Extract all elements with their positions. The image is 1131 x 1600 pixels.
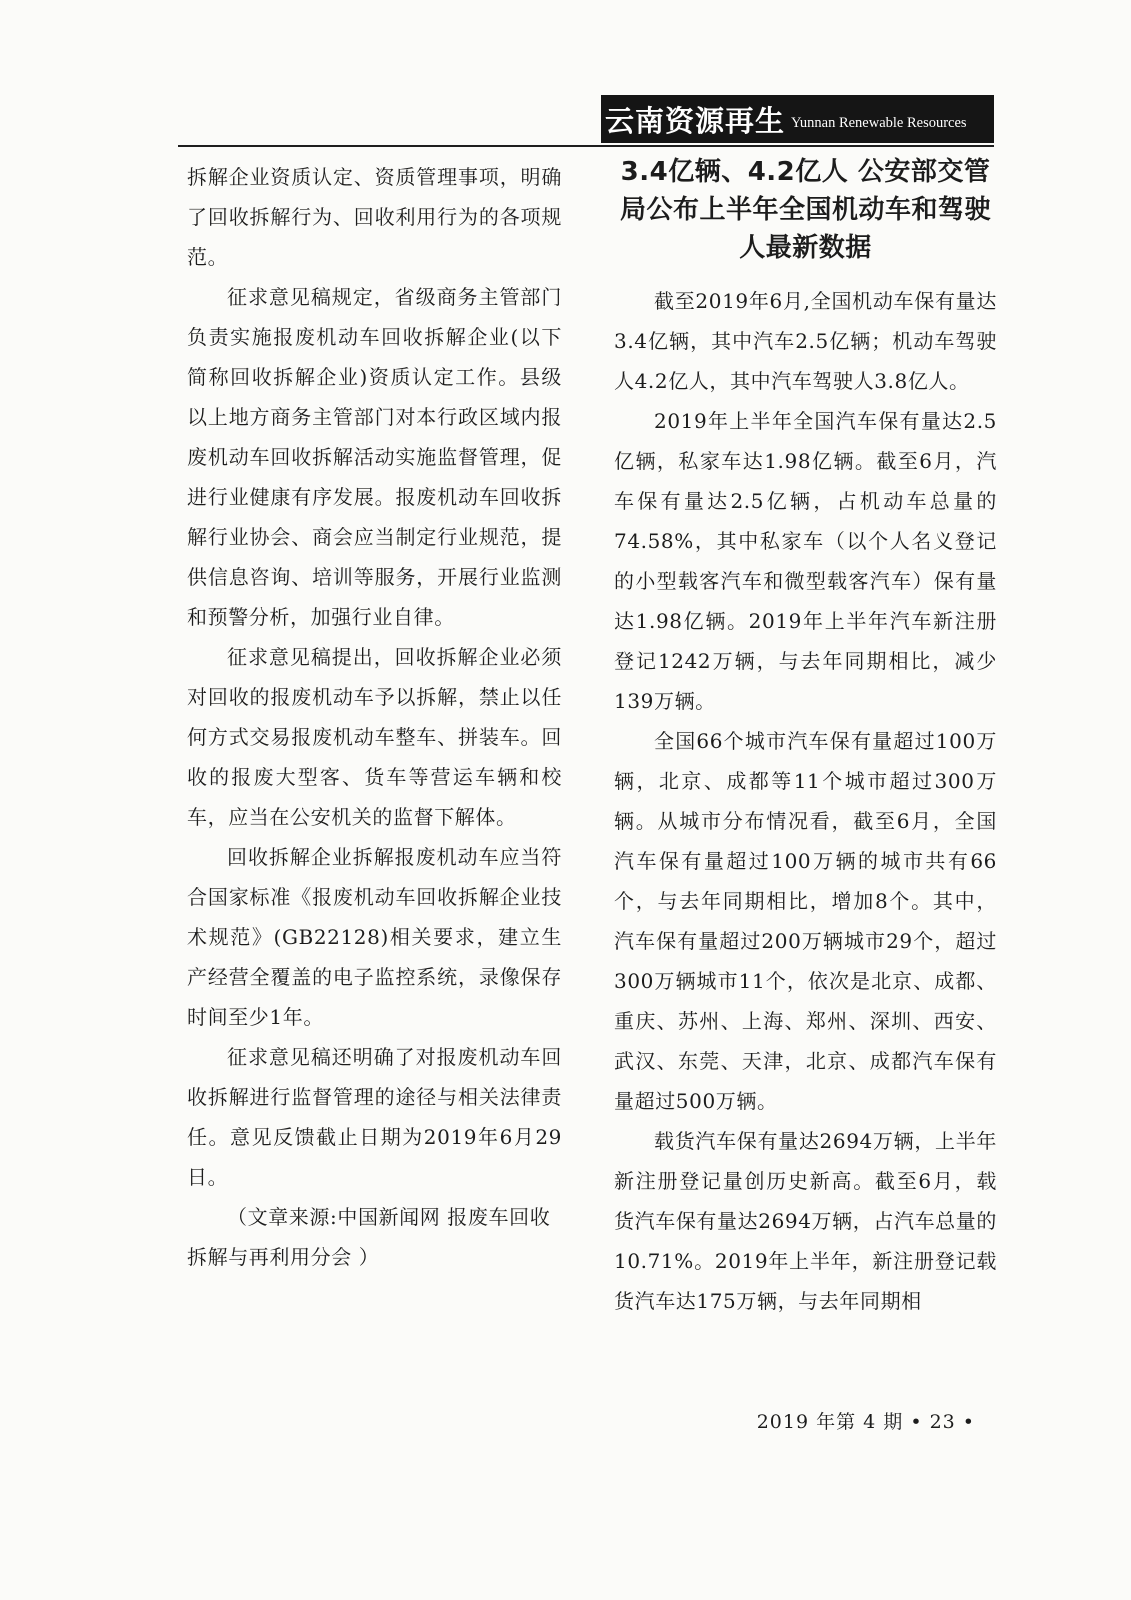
right-column [614, 153, 997, 1321]
right-paragraph-3: 全国66个城市汽车保有量超过100万辆，北京、成都等11个城市超过300万辆。从城市分布情况看，截至6月，全国汽车保有量超过100万辆的城市共有66个，与去年同期相比，增加8个。其中，汽车保有量超过200万辆城市29个，超过300万辆城市11个，依次是北京、成都、重庆、苏州、上海、郑州、深圳、西安、武汉、东莞、天津，北京、成都汽车保有量超过500万辆。 [614, 729, 997, 1113]
left-paragraph-2: 征求意见稿规定，省级商务主管部门负责实施报废机动车回收拆解企业(以下简称回收拆解企业)资质认定工作。县级以上地方商务主管部门对本行政区域内报废机动车回收拆解活动实施监督管理，促进行业健康有序发展。报废机动车回收拆解行业协会、商会应当制定行业规范，提供信息咨询、培训等服务，开展行业监测和预警分析，加强行业自律。 [187, 285, 562, 629]
article-title: 3.4亿辆、4.2亿人 公安部交管局公布上半年全国机动车和驾驶人最新数据 [619, 157, 991, 263]
right-paragraph-2: 2019年上半年全国汽车保有量达2.5亿辆，私家车达1.98亿辆。截至6月，汽车保有量达2.5亿辆，占机动车总量的74.58%，其中私家车（以个人名义登记的小型载客汽车和微型载客汽车）保有量达1.98亿辆。2019年上半年汽车新注册登记1242万辆，与去年同期相比，减少139万辆。 [614, 409, 997, 713]
article-source: （文章来源:中国新闻网 报废车回收拆解与再利用分会 ） [187, 1205, 551, 1269]
left-paragraph-4: 回收拆解企业拆解报废机动车应当符合国家标准《报废机动车回收拆解企业技术规范》(GB22128)相关要求，建立生产经营全覆盖的电子监控系统，录像保存时间至少1年。 [187, 845, 562, 1029]
left-paragraph-1: 拆解企业资质认定、资质管理事项，明确了回收拆解行为、回收利用行为的各项规范。 [187, 165, 562, 269]
journal-header-banner [601, 95, 994, 143]
right-paragraph-4: 载货汽车保有量达2694万辆，上半年新注册登记量创历史新高。截至6月，载货汽车保有量达2694万辆，占汽车总量的10.71%。2019年上半年，新注册登记载货汽车达175万辆，与去年同期相 [614, 1129, 997, 1313]
left-paragraph-5: 征求意见稿还明确了对报废机动车回收拆解进行监督管理的途径与相关法律责任。意见反馈截止日期为2019年6月29日。 [187, 1045, 562, 1189]
journal-title-en: Yunnan Renewable Resources [791, 114, 967, 131]
left-column [187, 157, 562, 1277]
left-paragraph-3: 征求意见稿提出，回收拆解企业必须对回收的报废机动车予以拆解，禁止以任何方式交易报废机动车整车、拼装车。回收的报废大型客、货车等营运车辆和校车，应当在公安机关的监督下解体。 [187, 645, 562, 829]
right-paragraph-1: 截至2019年6月,全国机动车保有量达3.4亿辆，其中汽车2.5亿辆；机动车驾驶人4.2亿人，其中汽车驾驶人3.8亿人。 [614, 289, 997, 393]
page-footer: 2019 年第 4 期 • 23 • [756, 1411, 975, 1433]
header-divider [178, 145, 994, 147]
journal-title-cn: 云南资源再生 [605, 103, 786, 138]
